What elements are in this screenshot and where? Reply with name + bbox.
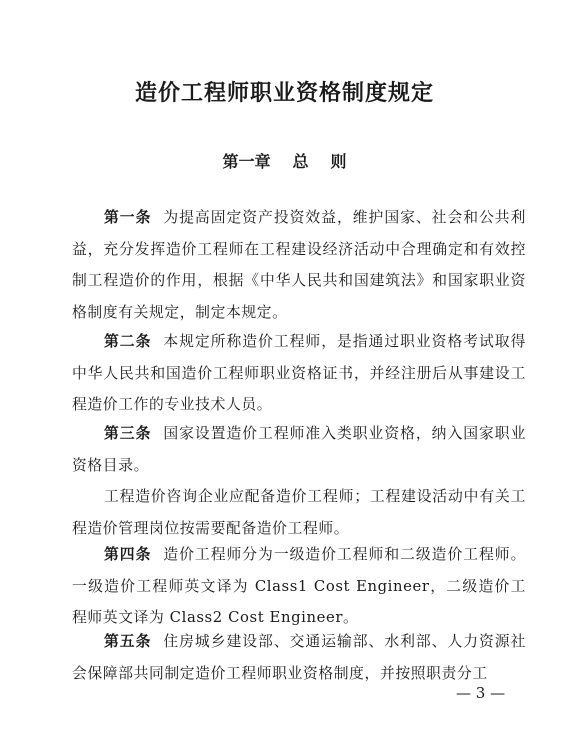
article-label: 第二条 — [104, 333, 152, 350]
chapter-name-part1: 总 — [292, 152, 309, 171]
article-label: 第四条 — [104, 546, 152, 563]
article-5 — [72, 626, 526, 689]
article-text: 国家设置造价工程师准入类职业资格，纳入国家职业资格目录。 — [72, 425, 526, 474]
paragraph-text: 工程造价咨询企业应配备造价工程师；工程建设活动中有关工程造价管理岗位按需要配备造价工程师。 — [72, 488, 526, 537]
article-text: 住房城乡建设部、交通运输部、水利部、人力资源社会保障部共同制定造价工程师职业资格制度，并按照职责分工 — [72, 633, 526, 682]
article-3-paragraph-2 — [72, 481, 526, 544]
article-3 — [72, 418, 526, 481]
article-text: 造价工程师分为一级造价工程师和二级造价工程师。一级造价工程师英文译为 Class1 Cost Engineer，二级造价工程师英文译为 Class2 Cost Engineer。 — [72, 546, 526, 627]
article-label: 第一条 — [104, 209, 152, 226]
article-label: 第五条 — [104, 633, 152, 650]
chapter-name-part2: 则 — [330, 152, 347, 171]
document-title: 造价工程师职业资格制度规定 — [134, 81, 434, 106]
article-2 — [72, 326, 526, 421]
article-text: 为提高固定资产投资效益，维护国家、社会和公共利益，充分发挥造价工程师在工程建设经济活动中合理确定和有效控制工程造价的作用，根据《中华人民共和国建筑法》和国家职业资格制度有关规定，制定本规定。 — [72, 209, 526, 321]
chapter-number: 第一章 — [222, 152, 271, 171]
article-label: 第三条 — [104, 425, 152, 442]
page-number: — 3 — — [456, 684, 506, 702]
article-1 — [72, 202, 526, 328]
article-4 — [72, 539, 526, 634]
chapter-heading — [0, 149, 569, 172]
article-text: 本规定所称造价工程师，是指通过职业资格考试取得中华人民共和国造价工程师职业资格证书，并经注册后从事建设工程造价工作的专业技术人员。 — [72, 333, 526, 414]
